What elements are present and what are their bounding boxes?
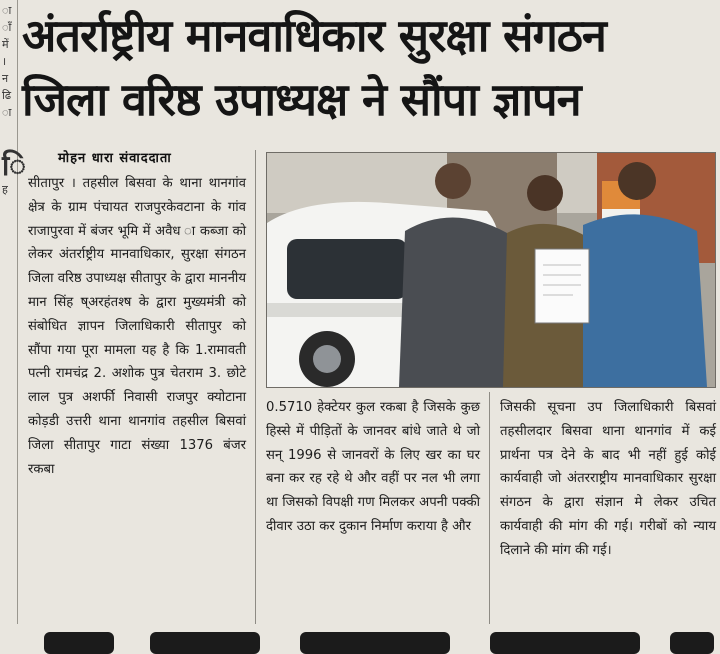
ink-fragment	[150, 632, 260, 654]
fragment-glyph: ाँ	[2, 21, 12, 34]
fragment-big-glyph: ि	[2, 149, 26, 182]
article-column-2: 0.5710 हेक्टेयर कुल रकबा है जिसके कुछ हिस्से में पीड़ितों के जानवर बांधे जाते थे जो सन् 1996 से जानवरों के लिए खर का घर बना कर रह रहे थे और वहीं पर नल भी लगा था जिसको विपक्षी गण मिलकर अपनी पक्की दीवार उठा कर दुकान निर्माण कराया है और	[266, 400, 480, 534]
fragment-glyph: ।	[2, 55, 7, 68]
next-headline-fragment	[0, 624, 720, 641]
fragment-glyph: न	[2, 72, 9, 85]
fragment-glyph: ढि	[2, 89, 12, 102]
column-divider	[489, 392, 490, 630]
fragment-glyph: में	[2, 38, 9, 51]
byline: मोहन धारा संवाददाता	[58, 151, 172, 166]
fragment-glyph: ा	[2, 106, 12, 119]
photo-illustration	[267, 153, 715, 387]
fragment-glyph: ा	[2, 4, 12, 17]
headline	[22, 4, 718, 132]
fragment-glyph: ह	[2, 183, 8, 196]
column-divider	[255, 150, 256, 630]
news-photo	[266, 152, 716, 388]
adjacent-column-fragment	[0, 0, 26, 641]
ink-fragment	[490, 632, 640, 654]
headline-line-1: अंतर्राष्ट्रीय मानवाधिकार सुरक्षा संगठन	[22, 9, 606, 62]
article-column-1: सीतापुर । तहसील बिसवा के थाना थानगांव क्षेत्र के ग्राम पंचायत राजपुरकेवटाना के गांव राजापुरवा में बंजर भूमि में अवैध ा कब्जा को लेकर अंतर्राष्ट्रीय मानवाधिकार, सुरक्षा संगठन जिला वरिष्ठ उपाध्यक्ष सीतापुर के द्वारा माननीय मान सिंह ष्अरहंतश्ष के द्वारा मुख्यमंत्री को संबोधित ज्ञापन जिलाधिकारी सीतापुर को सौंपा गया पूरा मामला यह है कि 1.रामावती पत्नी रामचंद्र 2. अशोक पुत्र चेतराम 3. छोटे लाल पुत्र अशर्फी निवासी राजपुर क्योटाना कोड़डी उत्तरी थाना थानगांव तहसील बिसवां जिला सीतापुर गाटा संख्या 1376 बंजर रकबा	[28, 176, 246, 477]
ink-fragment	[670, 632, 714, 654]
ink-fragment	[44, 632, 114, 654]
ink-fragment	[300, 632, 450, 654]
article-column-3: जिसकी सूचना उप जिलाधिकारी बिसवां तहसीलदार बिसवा थाना थानगांव में कई प्रार्थना पत्र देने के बाद भी नहीं हुई कोई कार्यवाही जो अंतरराष्ट्रीय मानवाधिकार सुरक्षा संगठन के द्वारा संज्ञान मे लेकर उचित कार्यवाही की मांग की गई। गरीबों को न्याय दिलाने की मांग की गई।	[500, 400, 716, 558]
headline-line-2: जिला वरिष्ठ उपाध्यक्ष ने सौंपा ज्ञापन	[22, 73, 581, 126]
